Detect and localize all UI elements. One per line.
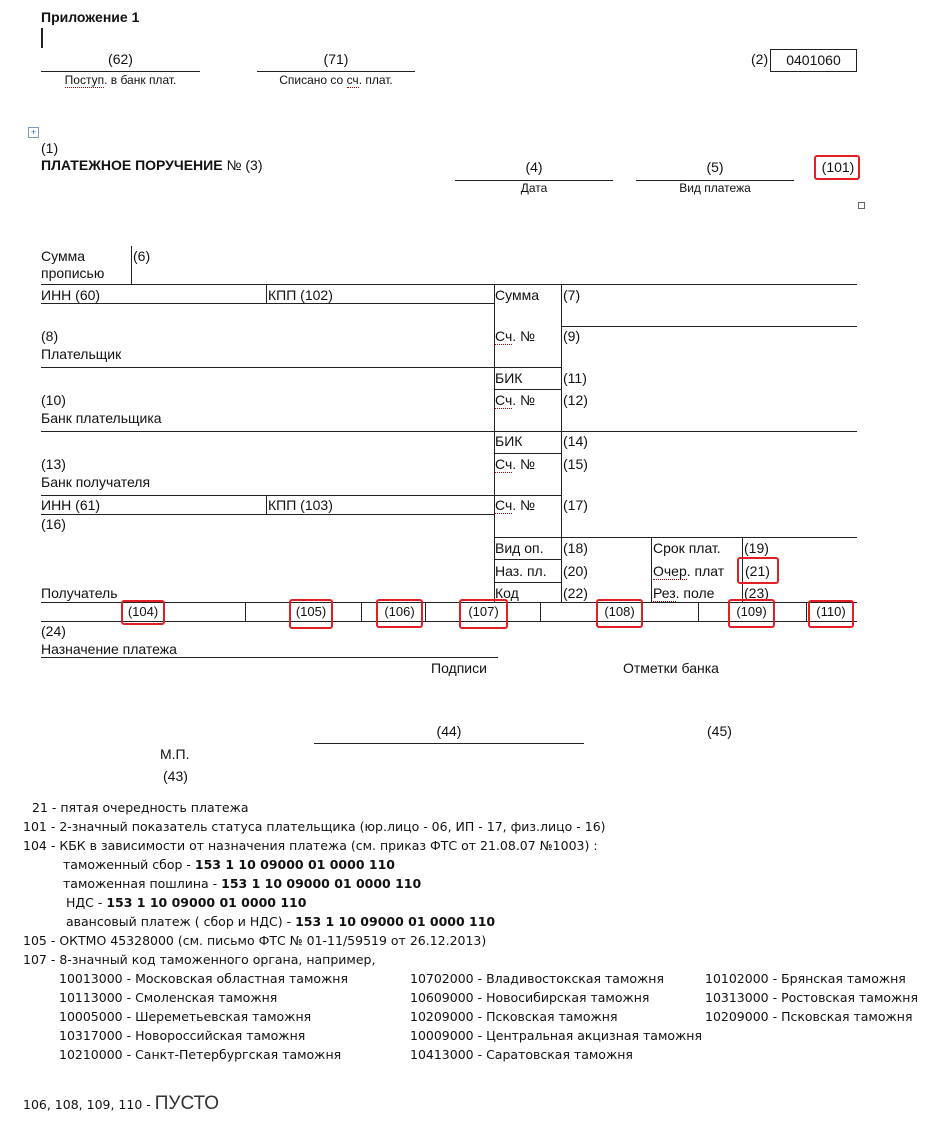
field-71-line [257, 71, 415, 72]
customs-list-item: 10313000 - Ростовская таможня [705, 990, 918, 1005]
column-divider [425, 602, 426, 621]
kbk-advance: авансовый платеж ( сбор и НДС) - 153 1 10 09000 01 0000 110 [66, 914, 496, 929]
bik-11: (11) [563, 370, 587, 386]
note-21: 21 - пятая очередность платежа [32, 800, 249, 815]
form-code-box: 0401060 [770, 49, 857, 72]
sum-words-label: Сумма прописью [41, 248, 105, 281]
row-line [41, 303, 494, 304]
account-9: (9) [563, 328, 581, 344]
column-divider [806, 602, 807, 621]
row-line [41, 514, 494, 515]
payment-type-label: Вид платежа [679, 181, 751, 195]
bik-14: (14) [563, 433, 588, 449]
field-106: (106) [384, 604, 415, 619]
kpp-payer: КПП (102) [268, 287, 333, 303]
note-101: 101 - 2-значный показатель статуса плательщика (юр.лицо - 06, ИП - 17, физ.лицо - 16) [23, 819, 606, 834]
payer-code: (8) [41, 328, 59, 344]
field-1-code: (1) [41, 140, 59, 156]
bank-payer-label: Банк плательщика [41, 410, 162, 426]
sum-label: Сумма [495, 287, 539, 303]
bank-payer-code: (10) [41, 392, 66, 408]
sum-words-divider [131, 246, 132, 284]
field-109: (109) [736, 604, 767, 619]
account-15: (15) [563, 456, 588, 472]
customs-list-item: 10102000 - Брянская таможня [705, 971, 906, 986]
inn-kpp-divider [266, 495, 267, 514]
recipient-code: (16) [41, 516, 66, 532]
customs-list-item: 10317000 - Новороссийская таможня [59, 1028, 306, 1043]
field-62-code: (62) [108, 51, 133, 67]
highlight-104 [121, 600, 165, 625]
kbk-customs-duty: таможенная пошлина - 153 1 10 09000 01 0000 110 [63, 876, 422, 891]
field-22: (22) [563, 585, 588, 601]
row-line [41, 431, 857, 432]
customs-list-item: 10209000 - Псковская таможня [705, 1009, 913, 1024]
bank-recipient-code: (13) [41, 456, 66, 472]
inn-payer: ИНН (60) [41, 287, 101, 303]
inn-recipient: ИНН (61) [41, 497, 101, 513]
field-71-label: Списано со сч. плат. [279, 73, 393, 87]
row-line [41, 367, 561, 368]
customs-list-item: 10009000 - Центральная акцизная таможня [410, 1028, 702, 1043]
code-label: Код [495, 585, 519, 601]
customs-list-item: 10005000 - Шереметьевская таможня [59, 1009, 312, 1024]
customs-list-item: 10209000 - Псковская таможня [410, 1009, 618, 1024]
field-21: (21) [745, 563, 770, 579]
highlight-105 [289, 599, 333, 629]
column-divider [361, 602, 362, 621]
stamp-label: М.П. [160, 746, 190, 762]
bank-recipient-label: Банк получателя [41, 474, 151, 490]
customs-list-item: 10702000 - Владивостокская таможня [410, 971, 664, 986]
field-71-code: (71) [323, 51, 349, 67]
kpp-recipient: КПП (103) [268, 497, 333, 513]
bank-mark-45: (45) [707, 723, 732, 739]
note-105: 105 - ОКТМО 45328000 (см. письмо ФТС № 01-11/59519 от 26.12.2013) [23, 933, 487, 948]
term-label: Срок плат. [653, 540, 721, 556]
account-label: Сч. № [495, 328, 536, 344]
field-101-code: (101) [821, 159, 855, 175]
table-resize-handle-icon[interactable] [858, 202, 865, 209]
field-62-line [41, 71, 200, 72]
field-107: (107) [468, 604, 499, 619]
row-line [561, 326, 857, 327]
bik-label: БИК [495, 433, 523, 449]
column-divider [245, 602, 246, 621]
row-line [494, 453, 561, 454]
row-line [41, 284, 857, 285]
column-divider [651, 537, 652, 602]
signature-line [314, 743, 584, 744]
field-104: (104) [127, 604, 159, 619]
queue-label: Очер. плат [653, 563, 725, 579]
appendix-title: Приложение 1 [41, 9, 140, 25]
purpose-short-label: Наз. пл. [495, 563, 547, 579]
row-line [494, 582, 561, 583]
highlight-101 [814, 155, 860, 180]
customs-list-item: 10013000 - Московская областная таможня [59, 971, 348, 986]
account-label: Сч. № [495, 456, 536, 472]
form-code-number: (2) [751, 51, 769, 67]
bank-marks-label: Отметки банка [623, 660, 719, 676]
payment-type-code: (5) [706, 159, 724, 175]
customs-list-item: 10609000 - Новосибирская таможня [410, 990, 650, 1005]
payer-label: Плательщик [41, 346, 122, 362]
highlight-109 [728, 599, 775, 628]
highlight-108 [596, 599, 643, 628]
account-label: Сч. № [495, 497, 536, 513]
purpose-line [41, 657, 498, 658]
purpose-code: (24) [41, 623, 66, 639]
field-20: (20) [563, 563, 588, 579]
field-108: (108) [604, 604, 635, 619]
highlight-106 [376, 599, 423, 628]
text-cursor [41, 28, 43, 48]
customs-list-item: 10113000 - Смоленская таможня [59, 990, 278, 1005]
field-62-label: Поступ. в банк плат. [64, 73, 177, 87]
order-title: ПЛАТЕЖНОЕ ПОРУЧЕНИЕ № (3) [41, 157, 263, 173]
note-empty-fields: 106, 108, 109, 110 - ПУСТО [23, 1093, 220, 1114]
field-105: (105) [295, 604, 327, 619]
recipient-label: Получатель [41, 585, 118, 601]
field-110: (110) [816, 604, 846, 619]
column-divider [540, 602, 541, 621]
date-code: (4) [525, 159, 543, 175]
sum-words-code: (6) [133, 248, 151, 264]
customs-list-item: 10210000 - Санкт-Петербургская таможня [59, 1047, 342, 1062]
bik-label: БИК [495, 370, 523, 386]
row-line [494, 537, 857, 538]
highlight-110 [808, 600, 854, 628]
label-column-divider [561, 284, 562, 602]
field-23: (23) [744, 585, 769, 601]
highlight-21 [737, 557, 779, 584]
highlight-107 [459, 599, 508, 629]
account-12: (12) [563, 392, 588, 408]
row-line [494, 559, 561, 560]
account-17: (17) [563, 497, 588, 513]
column-divider [698, 602, 699, 621]
op-type-label: Вид оп. [495, 540, 544, 556]
table-move-handle-icon[interactable]: + [28, 127, 39, 138]
sum-code: (7) [563, 287, 581, 303]
customs-list-item: 10413000 - Саратовская таможня [410, 1047, 633, 1062]
note-104: 104 - КБК в зависимости от назначения платежа (см. приказ ФТС от 21.08.07 №1003) : [23, 838, 598, 853]
signatures-label: Подписи [431, 660, 487, 676]
row-line [494, 389, 561, 390]
field-19: (19) [744, 540, 769, 556]
account-label: Сч. № [495, 392, 536, 408]
date-label: Дата [520, 181, 548, 195]
row-line [41, 495, 561, 496]
op-18: (18) [563, 540, 588, 556]
kbk-vat: НДС - 153 1 10 09000 01 0000 110 [66, 895, 307, 910]
reserve-label: Рез. поле [653, 585, 715, 601]
inn-kpp-divider [266, 284, 267, 303]
note-107: 107 - 8-значный код таможенного органа, например, [23, 952, 376, 967]
purpose-label: Назначение платежа [41, 641, 177, 657]
stamp-43: (43) [163, 768, 188, 784]
signature-44: (44) [436, 723, 462, 739]
kbk-customs-fee: таможенный сбор - 153 1 10 09000 01 0000 110 [63, 857, 395, 872]
